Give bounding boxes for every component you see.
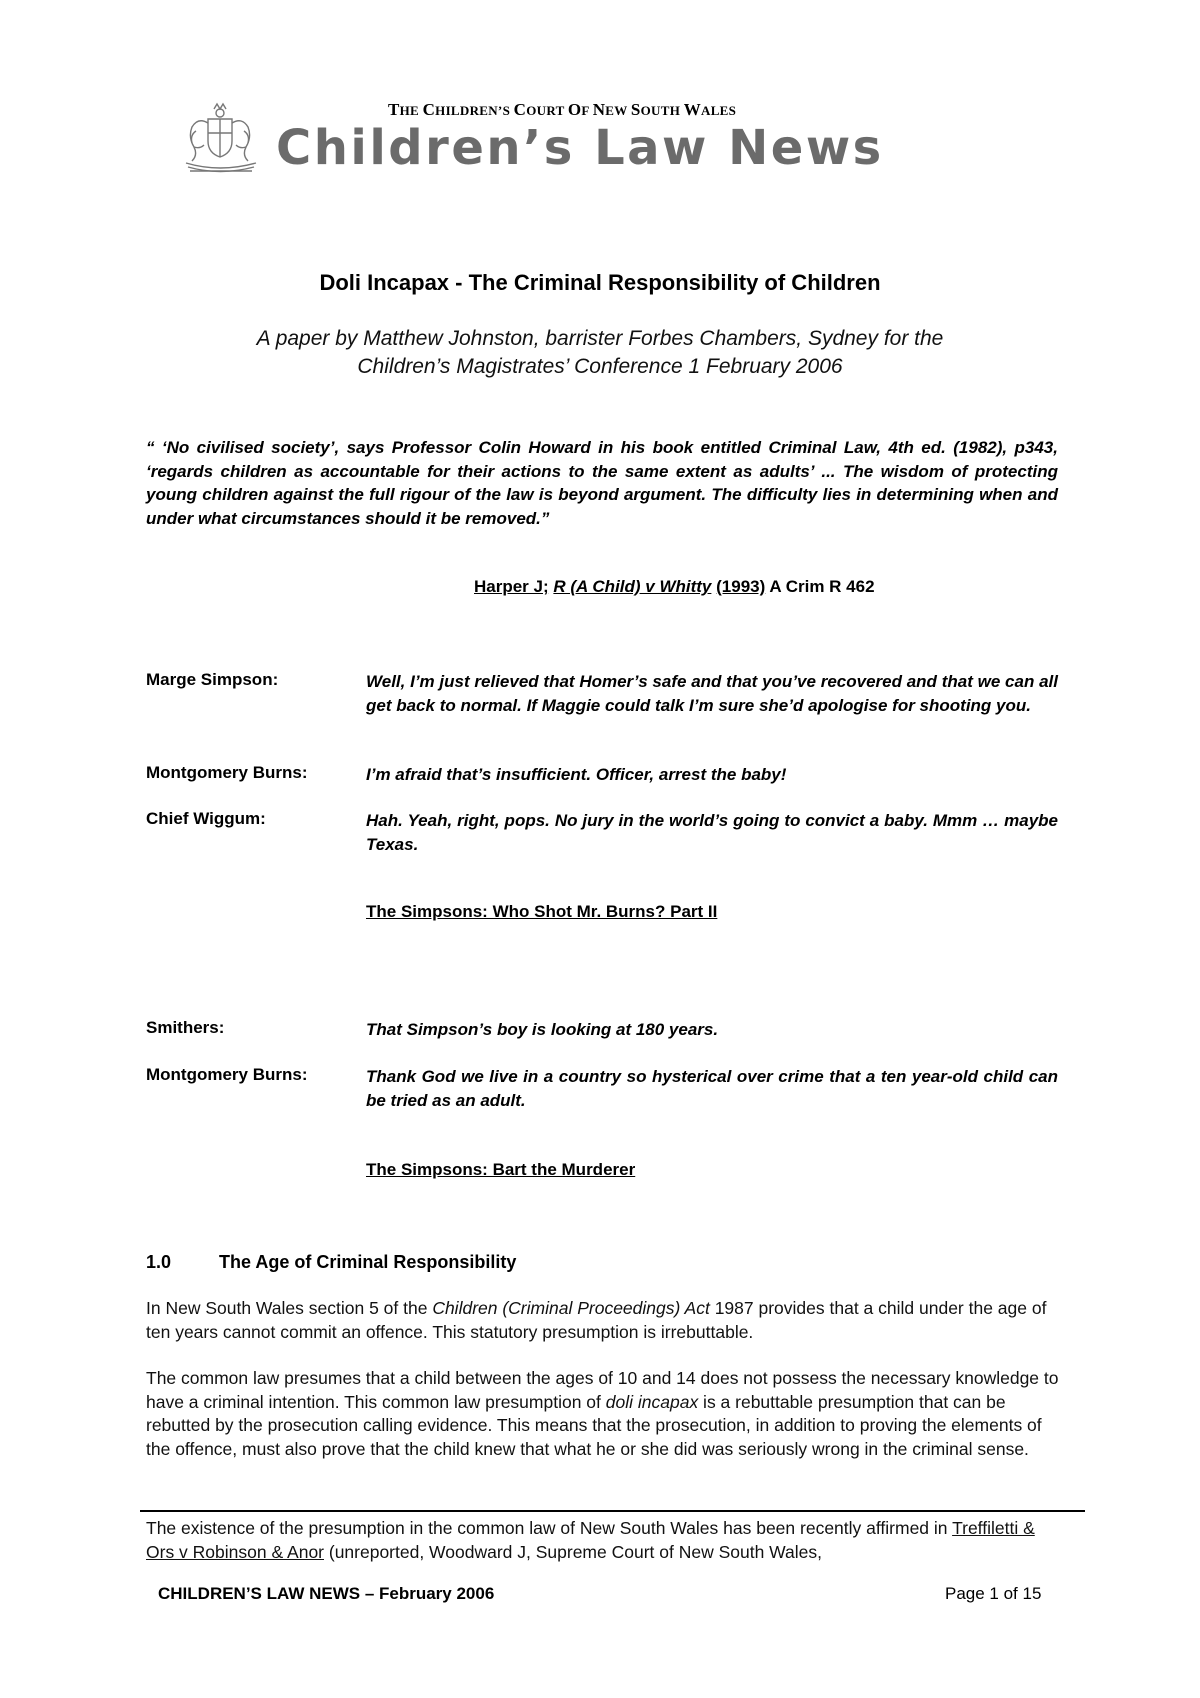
speaker-label: Chief Wiggum: — [146, 809, 266, 828]
paragraph: In New South Wales section 5 of the Children (Criminal Proceedings) Act 1987 provides that a child under the age of ten years cannot commit an offence. This statutory presumption is irrebuttable. — [146, 1298, 1047, 1342]
legal-term: doli incapax — [605, 1391, 699, 1412]
citation-case: R (A Child) v Whitty — [553, 577, 712, 596]
dialogue-source: The Simpsons: Who Shot Mr. Burns? Part II — [366, 902, 718, 921]
article-title: Doli Incapax - The Criminal Responsibility of Children — [319, 270, 881, 295]
epigraph-quote: “ ‘No civilised society’, says Professor Colin Howard in his book entitled Criminal Law, 4th ed. (1982), p343, ‘regards children as accountable for their actions to the same extent as adults’ ... The wisdom of protecting young children against the full rigour of the law is beyond argument. The difficulty lies in determining when and under what circumstances should it be removed.” — [146, 438, 1058, 528]
subtitle-line-1: A paper by Matthew Johnston, barrister Forbes Chambers, Sydney for the — [256, 327, 944, 350]
section-number: 1.0 — [146, 1252, 172, 1272]
subtitle-line-2: Children’s Magistrates’ Conference 1 February 2006 — [357, 355, 843, 378]
dialogue-line: I’m afraid that’s insufficient. Officer, arrest the baby! — [366, 765, 787, 784]
dialogue-line: Hah. Yeah, right, pops. No jury in the world’s going to convict a baby. Mmm … maybe Texas. — [366, 811, 1058, 854]
epigraph-citation — [474, 577, 875, 597]
case-name: Treffiletti & Ors v Robinson & Anor — [146, 1518, 1035, 1562]
paragraph: The existence of the presumption in the common law of New South Wales has been recently affirmed in Treffiletti & Ors v Robinson & Anor (unreported, Woodward J, Supreme Court of New South Wales, — [146, 1518, 1035, 1562]
act-name: Children (Criminal Proceedings) Act — [432, 1298, 710, 1318]
publication-title: Children’s Law News — [276, 120, 884, 176]
speaker-label: Montgomery Burns: — [146, 1065, 308, 1084]
footnote-divider — [140, 1510, 1085, 1512]
citation-judge: Harper J; — [474, 577, 549, 596]
dialogue-line: Well, I’m just relieved that Homer’s safe and that you’ve recovered and that we can all get back to normal. If Maggie could talk I’m sure she’d apologise for shooting you. — [366, 672, 1058, 715]
paragraph: The common law presumes that a child between the ages of 10 and 14 does not possess the necessary knowledge to have a criminal intention. This common law presumption of doli incapax is a rebuttable presumption that can be rebutted by the prosecution calling evidence. This means that the prosecution, in addition to proving the elements of the offence, must also prove that the child knew that what he or she did was seriously wrong in the criminal sense. — [146, 1368, 1059, 1459]
court-name: THE CHILDREN’S COURT OF NEW SOUTH WALES — [388, 100, 737, 119]
citation-year: (1993) — [716, 577, 766, 596]
article-subtitle — [0, 325, 1200, 381]
coat-of-arms-icon — [178, 101, 264, 177]
dialogue-source: The Simpsons: Bart the Murderer — [366, 1160, 636, 1179]
section-heading: The Age of Criminal Responsibility — [219, 1252, 517, 1272]
page-number: Page 1 of 15 — [945, 1584, 1042, 1603]
footer-publication: CHILDREN’S LAW NEWS – February 2006 — [158, 1584, 495, 1603]
dialogue-line: Thank God we live in a country so hysterical over crime that a ten year-old child can be tried as an adult. — [366, 1067, 1058, 1110]
speaker-label: Montgomery Burns: — [146, 763, 308, 782]
dialogue-line: That Simpson’s boy is looking at 180 years. — [366, 1020, 719, 1039]
speaker-label: Marge Simpson: — [146, 670, 279, 689]
speaker-label: Smithers: — [146, 1018, 225, 1037]
citation-report: A Crim R 462 — [765, 577, 875, 596]
